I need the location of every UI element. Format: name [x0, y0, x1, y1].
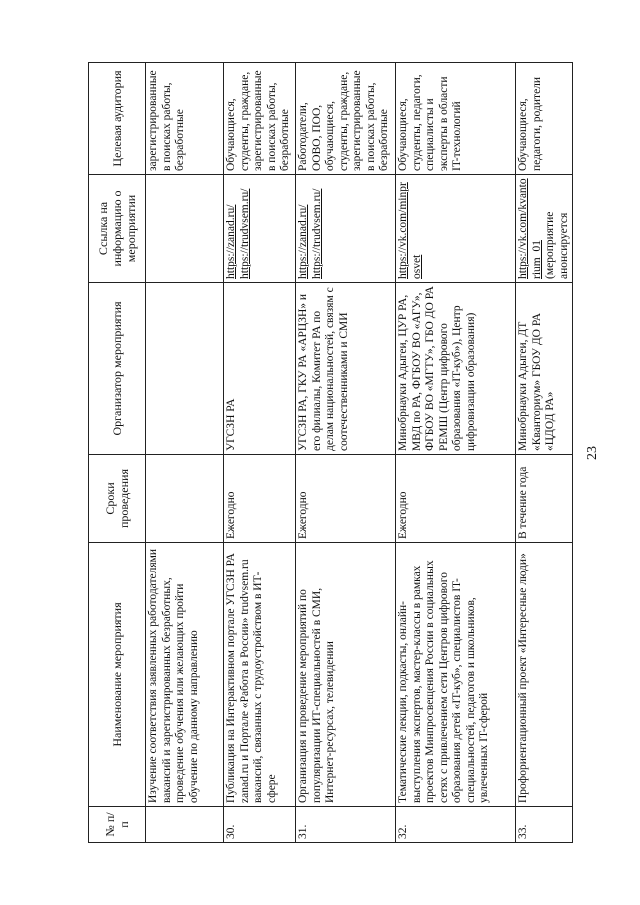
- cell-organizer: Минобрнауки Адыгеи, ДТ «Кванториум» ГБОУ ДО РА «ЦДОД РА»: [516, 283, 573, 455]
- cell-date: Ежегодно: [296, 455, 396, 543]
- cell-audience: Обучающиеся, педагоги, родители: [516, 63, 573, 175]
- header-num: № п/п: [89, 807, 146, 843]
- cell-organizer: [146, 283, 224, 455]
- link-trudvsem[interactable]: https://trudvsem.ru/: [310, 188, 323, 279]
- cell-audience: Обучающиеся, студенты, педагоги, специалисты и эксперты в области IT-технологий: [396, 63, 516, 175]
- cell-organizer: Минобрнауки Адыгеи, ЦУР РА, МВД по РА, ФГБОУ ВО «АГУ», ФГБОУ ВО «МГТУ», ГБО ДО РА РЕМШ (Центр цифрового образования «IT-куб»), Центр цифровизации образования): [396, 283, 516, 455]
- cell-audience: Обучающиеся, студенты, граждане, зарегистрированные в поисках работы, безработные: [224, 63, 296, 175]
- cell-name: Публикация на Интерактивном портале УГСЗН РА zanad.ru и Портале «Работа в России» trudvsem.ru вакансий, связанных с трудоустройством в ИТ-сфере: [224, 543, 296, 807]
- table-row: [224, 63, 296, 843]
- cell-link: [296, 175, 396, 283]
- table-row: [396, 63, 516, 843]
- cell-link: [224, 175, 296, 283]
- cell-organizer: УГСЗН РА, ГКУ РА «АРЦЗН» и его филиалы, Комитет РА по делам национальностей, связям с соотечественниками и СМИ: [296, 283, 396, 455]
- table-header-row: [89, 63, 146, 843]
- cell-date: В течение года: [516, 455, 573, 543]
- cell-name: Профориентационный проект «Интересные люди»: [516, 543, 573, 807]
- cell-date: Ежегодно: [224, 455, 296, 543]
- table-row: [516, 63, 573, 843]
- cell-date: Ежегодно: [396, 455, 516, 543]
- cell-link: [396, 175, 516, 283]
- link-note: (мероприятие анонсируется: [544, 211, 570, 279]
- cell-link: [146, 175, 224, 283]
- link-minprosvet[interactable]: https://vk.com/minprosvet: [397, 182, 423, 279]
- header-audience: Целевая аудитория: [89, 63, 146, 175]
- cell-num: [146, 807, 224, 843]
- header-link: Ссылка на информацию о мероприятии: [89, 175, 146, 283]
- header-date: Сроки проведения: [89, 455, 146, 543]
- cell-num: 33.: [516, 807, 573, 843]
- cell-name: Тематические лекции, подкасты, онлайн-выступления экспертов, мастер-классы в рамках проектов Минпросвещения России в социальных сетях с привлечением сети Центров цифрового образования детей «IT-куб», специалистов IT-специальностей, педагогов и школьников, увлеченных IT-сферой: [396, 543, 516, 807]
- table-row: [296, 63, 396, 843]
- link-trudvsem[interactable]: https://trudvsem.ru/: [238, 188, 251, 279]
- cell-organizer: УГСЗН РА: [224, 283, 296, 455]
- cell-date: [146, 455, 224, 543]
- cell-link: [516, 175, 573, 283]
- header-organizer: Организатор мероприятия: [89, 283, 146, 455]
- events-table: [88, 62, 573, 843]
- cell-num: 32.: [396, 807, 516, 843]
- link-kvantorium[interactable]: https://vk.com/kvantorium_01: [517, 178, 543, 279]
- cell-name: Изучение соответствия заявленных работодателями вакансий и зарегистрированных безработных, проведение обучения или желающих пройти обучение по данному направлению: [146, 543, 224, 807]
- cell-name: Организация и проведение мероприятий по популяризации ИТ-специальностей в СМИ, Интернет-ресурсах, телевидении: [296, 543, 396, 807]
- cell-num: 31.: [296, 807, 396, 843]
- page-number: 23: [585, 446, 600, 460]
- cell-num: 30.: [224, 807, 296, 843]
- cell-audience: зарегистрированные в поисках работы, безработные: [146, 63, 224, 175]
- cell-audience: Работодатели, ООВО, ПОО, обучающиеся, студенты, граждане, зарегистрированные в поисках работы, безработные: [296, 63, 396, 175]
- header-name: Наименование мероприятия: [89, 543, 146, 807]
- rotated-page: [88, 63, 570, 843]
- link-zanad[interactable]: https://zanad.ru/: [225, 204, 237, 279]
- table-row: [146, 63, 224, 843]
- link-zanad[interactable]: https://zanad.ru/: [297, 204, 309, 279]
